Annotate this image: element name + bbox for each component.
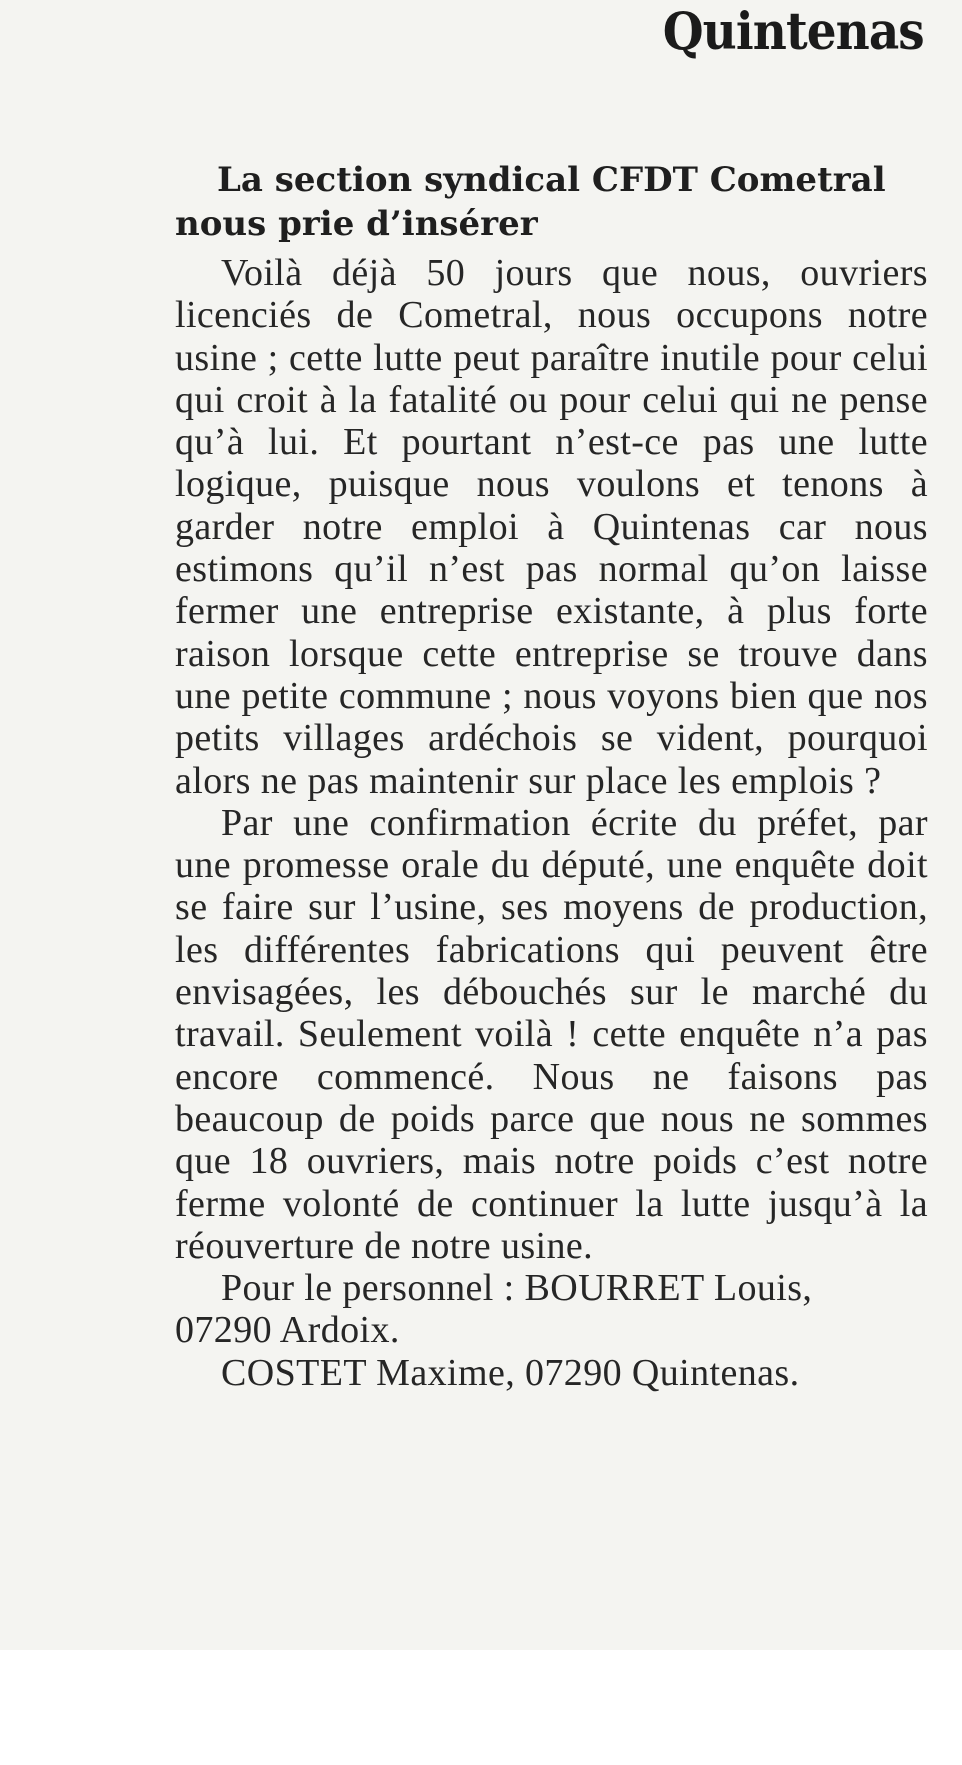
signature <box>175 1267 928 1394</box>
signature-line-2: 07290 Ardoix. <box>175 1309 400 1352</box>
article-paragraph-1: Voilà déjà 50 jours que nous, ouvriers licenciés de Cometral, nous occupons notre usine ; cette lutte peut paraître inutile pour celui qui croit à la fatalité ou pour celui qui ne pense qu’à lui. Et pourtant n’est-ce pas une lutte logique, puisque nous voulons et tenons à garder notre emploi à Quintenas car nous estimons qu’il n’est pas normal qu’on laisse fermer une entreprise existante, à plus forte raison lorsque cette entreprise se trouve dans une petite commune ; nous voyons bien que nos petits villages ardéchois se vident, pourquoi alors ne pas maintenir sur place les emplois ? <box>175 252 928 802</box>
signature-line-3: COSTET Maxime, 07290 Quintenas. <box>221 1351 800 1394</box>
headline: Quintenas <box>662 2 924 62</box>
article-paragraph-2: Par une confirmation écrite du préfet, par une promesse orale du député, une enquête doit se faire sur l’usine, ses moyens de production, les différentes fabrications qui peuvent être envisagées, les débouchés sur le marché du travail. Seulement voilà ! cette enquête n’a pas encore commencé. Nous ne faisons pas beaucoup de poids parce que nous ne sommes que 18 ouvriers, mais notre poids c’est notre ferme volonté de continuer la lutte jusqu’à la réouverture de notre usine. <box>175 801 928 1267</box>
article <box>175 158 928 1394</box>
signature-line-1: Pour le personnel : BOURRET Louis, <box>221 1267 813 1310</box>
subheading <box>175 158 928 246</box>
subheading-line-1: La section syndical CFDT Cometral <box>217 160 886 200</box>
subheading-line-2: nous prie d’insérer <box>175 204 538 244</box>
